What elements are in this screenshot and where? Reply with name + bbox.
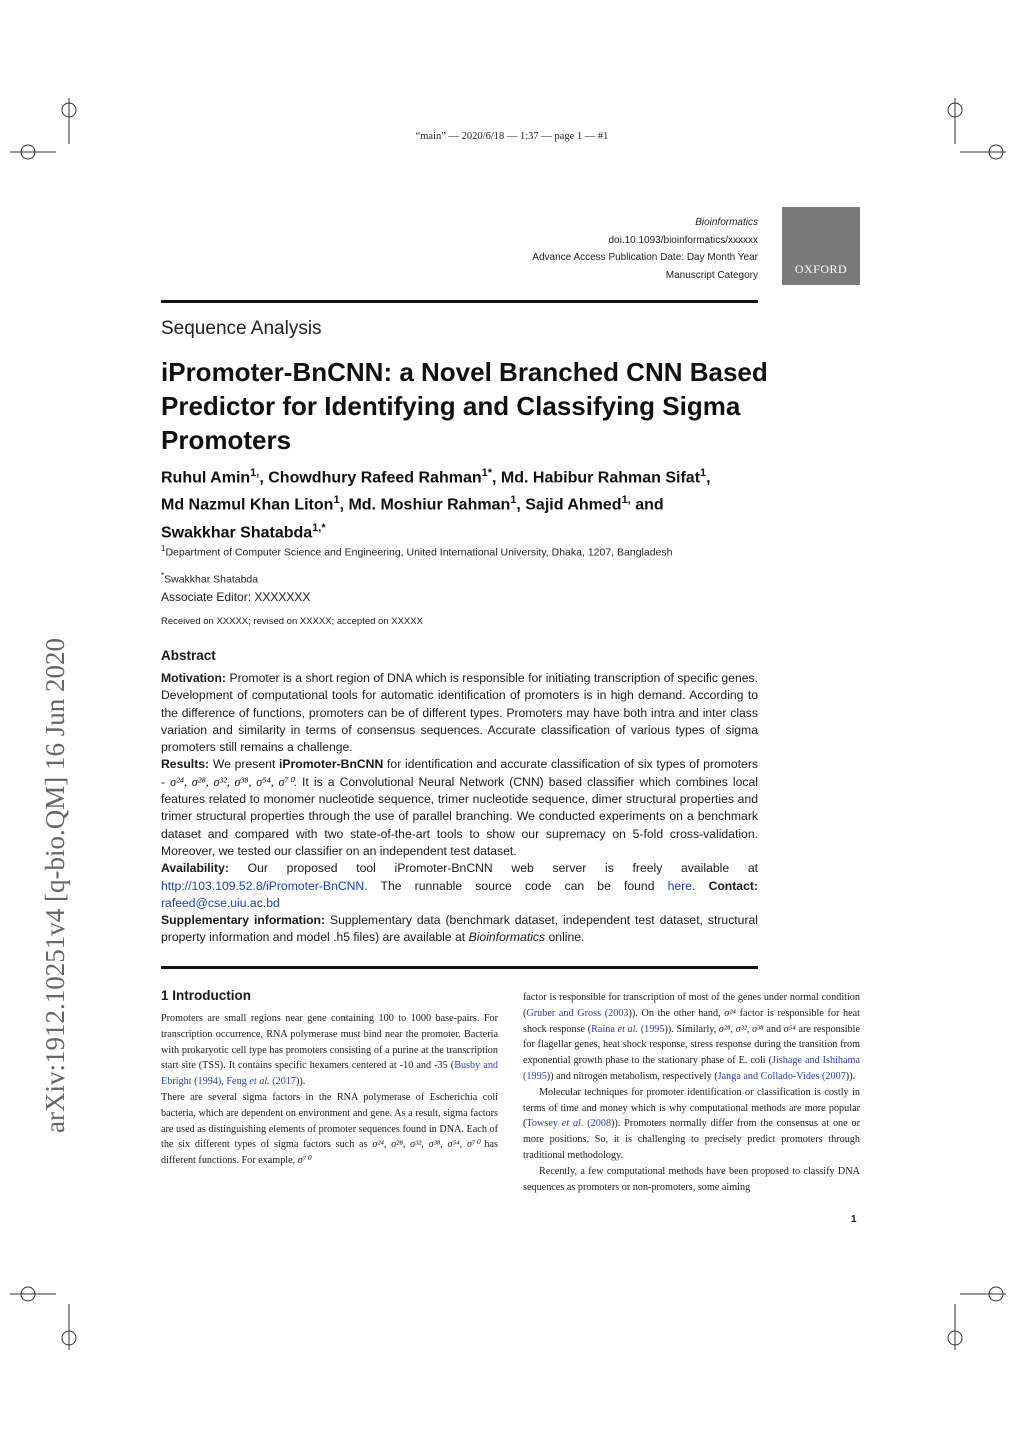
arxiv-stamp: arXiv:1912.10251v4 [q-bio.QM] 16 Jun 2020 bbox=[40, 638, 70, 1133]
running-header: “main” — 2020/6/18 — 1:37 — page 1 — #1 bbox=[415, 131, 609, 142]
journal-meta bbox=[532, 214, 758, 284]
received-dates: Received on XXXXX; revised on XXXXX; accepted on XXXXX bbox=[161, 616, 423, 627]
sigma-symbol: σ⁵⁴ bbox=[783, 1023, 796, 1035]
citation-author: Jishage and Ishihama bbox=[772, 1055, 860, 1067]
citation-link[interactable]: Feng et al. (2017 bbox=[226, 1076, 297, 1088]
left-column bbox=[161, 1011, 498, 1169]
author-list bbox=[161, 462, 781, 544]
text: )). On the other hand, bbox=[628, 1007, 721, 1019]
author: Swakkhar Shatabda bbox=[161, 523, 313, 541]
contact-label: Contact: bbox=[708, 878, 758, 893]
citation-author: Janga and Collado-Vides bbox=[717, 1070, 820, 1082]
citation-author: Raina bbox=[591, 1023, 615, 1035]
motivation-label: Motivation: bbox=[161, 671, 226, 685]
supplementary-end: online. bbox=[548, 930, 585, 945]
author-sep: , bbox=[706, 469, 711, 487]
right-column bbox=[523, 990, 860, 1195]
affiliation-text: Department of Computer Science and Engineering, United International University, Dhaka, 1207, Bangladesh bbox=[165, 546, 673, 559]
author-sup: 1, bbox=[250, 467, 260, 479]
introduction-heading: 1 Introduction bbox=[161, 988, 251, 1003]
citation-link[interactable]: Gruber and Gross (2003 bbox=[526, 1007, 629, 1019]
results-mid: for identification and accurate classification of six types of promoters - bbox=[161, 757, 758, 789]
intro-paragraph-4 bbox=[523, 1085, 860, 1164]
citation-etal: et al. bbox=[561, 1118, 584, 1130]
web-server-link[interactable]: http://103.109.52.8/iPromoter-BnCNN bbox=[161, 878, 365, 893]
text: )). bbox=[845, 1070, 856, 1082]
author-sup: 1, bbox=[621, 494, 631, 507]
corresponding-mark: * bbox=[161, 571, 165, 580]
text: and bbox=[766, 1023, 782, 1035]
citation-author: Gruber and Gross bbox=[526, 1007, 602, 1019]
sigma-list: σ²⁴, σ²⁸, σ³², σ³⁸, σ⁵⁴, σ⁷⁰ bbox=[372, 1139, 480, 1151]
citation-link[interactable]: Towsey et al. (2008 bbox=[526, 1118, 612, 1130]
results-pre: We present bbox=[212, 757, 276, 772]
source-code-link[interactable]: here bbox=[667, 878, 693, 893]
citation-year: 1995 bbox=[644, 1023, 665, 1035]
manuscript-category: Manuscript Category bbox=[665, 269, 758, 281]
abstract-heading: Abstract bbox=[161, 648, 216, 663]
text: )). Promoters normally differ from the consensus at one or more positions. So, it is challenging to precisely predict promoters through traditional methodology. bbox=[523, 1118, 860, 1161]
citation-author: Busby and Ebright bbox=[161, 1060, 499, 1088]
publication-date: Advance Access Publication Date: Day Month Year bbox=[532, 252, 758, 263]
citation-author: Towsey bbox=[526, 1118, 558, 1130]
supplementary-label: Supplementary information: bbox=[161, 913, 326, 928]
intro-p2-text: There are several sigma factors in the RNA polymerase of Escherichia coli bacteria, which are dependent on environment and gene. As a result, sigma factors are used as distinguishing elements of promoter sequences found in DNA. Each of the six different types of sigma factors such as bbox=[161, 1091, 498, 1151]
author-sep: , bbox=[339, 496, 349, 514]
author: Ruhul Amin bbox=[161, 469, 251, 487]
supplementary-text: Supplementary data (benchmark dataset, independent test dataset, structural property information and model .h5 files) are available at bbox=[161, 913, 758, 945]
journal-name: Bioinformatics bbox=[695, 217, 758, 228]
author-sep: , bbox=[516, 496, 526, 514]
citation-author: Feng bbox=[226, 1076, 247, 1088]
supplementary-journal: Bioinformatics bbox=[468, 930, 546, 945]
abstract-body bbox=[161, 670, 758, 947]
doi: doi.10.1093/bioinformatics/xxxxxx bbox=[608, 234, 758, 246]
tool-name: iPromoter-BnCNN bbox=[279, 757, 384, 772]
corresponding-author bbox=[161, 571, 258, 586]
contact-email-link[interactable]: rafeed@cse.uiu.ac.bd bbox=[161, 895, 280, 910]
availability-pre: Our proposed tool iPromoter-BnCNN web server is freely available at bbox=[247, 861, 758, 876]
text: are responsible for flagellar genes, heat shock response, stress response during the transition from exponential growth phase to the stationary phase of E. coli ( bbox=[523, 1023, 860, 1067]
citation-year: 2008 bbox=[590, 1118, 612, 1130]
paper-title: iPromoter-BnCNN: a Novel Branched CNN Based Predictor for Identifying and Classifying Sigma Promoters bbox=[161, 357, 768, 455]
citation-year: 2007 bbox=[825, 1070, 846, 1082]
page-number: 1 bbox=[851, 1214, 857, 1225]
crop-mark-bottom-right bbox=[932, 1304, 978, 1350]
affiliation bbox=[161, 544, 672, 559]
citation-link[interactable]: Jishage and Ishihama (1995 bbox=[523, 1055, 860, 1082]
citation-link[interactable]: Raina et al. (1995 bbox=[591, 1023, 665, 1035]
author: Md. Habibur Rahman Sifat bbox=[500, 469, 701, 487]
results-post: . It is a Convolutional Neural Network (CNN) based classifier which combines local features related to monomer nucleotide sequence, trimer nucleotide sequence, dimer structural properties and trimer structural properties through the use of parallel branching. We conducted experiments on a benchmark dataset and compared with two state-of-the-art tools to show our supremacy on 5-fold cross-validation. Moreover, we tested our classifier on an independent test dataset. bbox=[161, 774, 758, 858]
citation-link[interactable]: Busby and Ebright (1994) bbox=[161, 1060, 499, 1088]
text: factor is responsible for heat shock response ( bbox=[523, 1007, 860, 1035]
intro-paragraph-3 bbox=[523, 990, 860, 1085]
intro-paragraph-5: Recently, a few computational methods have been proposed to classify DNA sequences as promoters or non-promoters, some aiming bbox=[523, 1165, 860, 1193]
text: )) and nitrogen metabolism, respectively ( bbox=[546, 1070, 718, 1082]
author-sup: 1 bbox=[510, 494, 517, 507]
author-sup: 1* bbox=[481, 467, 493, 479]
intro-p2-end: has different functions. For example, bbox=[161, 1139, 498, 1167]
author-sep: , bbox=[492, 469, 501, 487]
citation-year: 2003 bbox=[608, 1007, 629, 1019]
text: )). Similarly, bbox=[664, 1023, 717, 1035]
section-label: Sequence Analysis bbox=[161, 318, 322, 339]
author: Md. Moshiur Rahman bbox=[348, 496, 511, 514]
author-sup: 1 bbox=[333, 494, 340, 507]
results-label: Results: bbox=[161, 757, 210, 772]
intro-p1-end: )). bbox=[296, 1076, 306, 1088]
sigma-symbol: σ⁷⁰ bbox=[297, 1155, 311, 1167]
corresponding-name: Swakkhar Shatabda bbox=[164, 573, 259, 586]
motivation-text: Promoter is a short region of DNA which is responsible for initiating transcription of specific genes. Development of computational tools for automatic identification of promoters is in high demand. According to the difference of functions, promoters can be of different types. Promoters may have both intra and inter class variation and similarity in terms of consensus sequences. Accurate classification of various types of sigma promoters still remains a challenge. bbox=[161, 671, 758, 755]
affiliation-sup: 1 bbox=[161, 544, 166, 553]
author: Chowdhury Rafeed Rahman bbox=[268, 469, 482, 487]
author-sup: 1,* bbox=[312, 521, 326, 534]
intro-paragraph-2 bbox=[161, 1090, 498, 1169]
sigma-list: σ²⁸, σ³², σ³⁸ bbox=[718, 1023, 764, 1035]
author-sup: 1 bbox=[700, 467, 707, 479]
citation-etal: et al. bbox=[249, 1076, 270, 1088]
text: Molecular techniques for promoter identification or classification is costly in terms of time and money which is why computational methods are more popular ( bbox=[523, 1086, 860, 1130]
sigma-list: σ²⁴, σ²⁸, σ³², σ³⁸, σ⁵⁴, σ⁷⁰ bbox=[170, 774, 294, 789]
author: Md Nazmul Khan Liton bbox=[161, 496, 334, 514]
intro-paragraph-1: Promoters are small regions near gene containing 100 to 1000 base-pairs. For transcription occurrence, RNA polymerase must bind near the promoter. Bacteria with prokaryotic cell type has promoters consisting of a purine at the transcription start site (TSS). It contains specific hexamers centered at -10 and -35 (Busby and Ebright (1994), Feng et al. (2017)). bbox=[161, 1013, 499, 1088]
top-rule bbox=[161, 300, 758, 303]
crop-mark-bottom-left bbox=[46, 1304, 92, 1350]
abstract-bottom-rule bbox=[161, 966, 758, 969]
citation-year: 1994 bbox=[197, 1076, 218, 1088]
intro-p1-text: Promoters are small regions near gene containing 100 to 1000 base-pairs. For transcription occurrence, RNA polymerase must bind near the promoter. Bacteria with prokaryotic cell type has promoters consisting of a purine at the transcription start site (TSS). It contains specific hexamers centered at -10 and -35 ( bbox=[161, 1013, 498, 1072]
availability-mid: . The runnable source code can be found bbox=[364, 878, 655, 893]
abstract-availability bbox=[161, 860, 758, 912]
abstract-results bbox=[161, 756, 758, 860]
sigma-symbol: σ²⁴ bbox=[724, 1007, 736, 1019]
author-sep: , bbox=[259, 469, 269, 487]
availability-end: . bbox=[692, 878, 696, 893]
availability-label: Availability: bbox=[161, 861, 229, 876]
citation-year: 1995 bbox=[526, 1070, 547, 1082]
author: Sajid Ahmed bbox=[525, 496, 622, 514]
citation-year: 2017 bbox=[275, 1076, 297, 1088]
abstract-supplementary bbox=[161, 912, 758, 947]
abstract-motivation bbox=[161, 670, 758, 756]
citation-link[interactable]: Janga and Collado-Vides (2007 bbox=[717, 1070, 846, 1082]
citation-etal: et al. bbox=[617, 1023, 639, 1035]
publisher-logo: OXFORD bbox=[782, 207, 860, 285]
associate-editor: Associate Editor: XXXXXXX bbox=[161, 590, 311, 604]
author-sep: and bbox=[630, 496, 664, 514]
text: factor is responsible for transcription of most of the genes under normal condition ( bbox=[523, 992, 860, 1019]
